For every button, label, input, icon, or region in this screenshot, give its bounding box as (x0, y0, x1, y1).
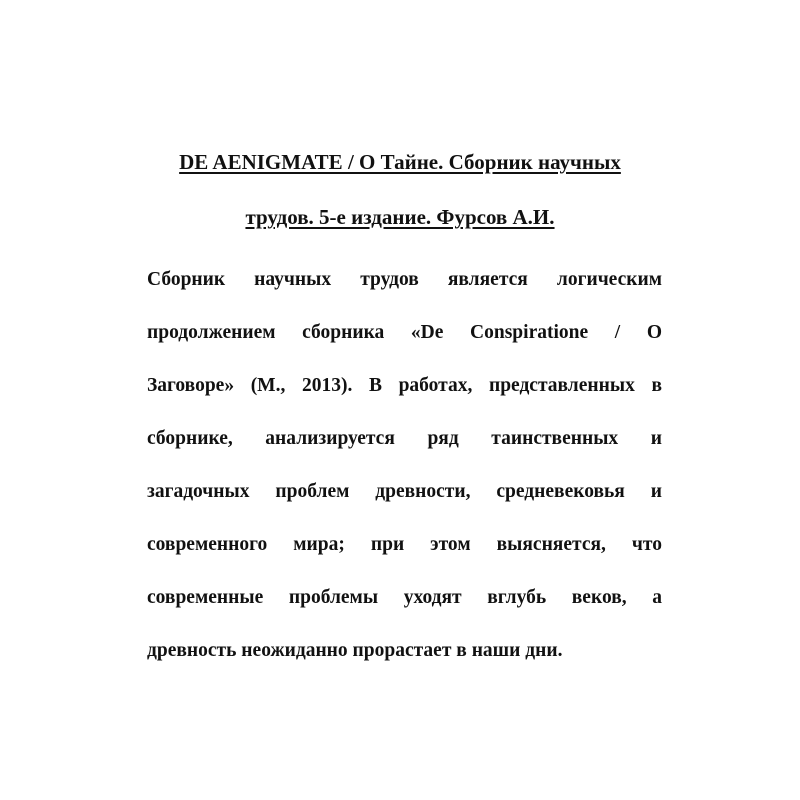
body-text-line-2: продолжением сборника «De Conspiratione / О (147, 322, 662, 343)
document-title-line-2: трудов. 5-е издание. Фурсов А.И. (245, 205, 555, 229)
body-text-line-3: Заговоре» (М., 2013). В работах, представленных в (147, 375, 662, 396)
body-text-line-1: Сборник научных трудов является логическим (147, 269, 662, 290)
body-text-line-5: загадочных проблем древности, средневековья и (147, 481, 662, 502)
body-text-line-8: древность неожиданно прорастает в наши дни. (147, 640, 563, 661)
document-title-line-1: DE AENIGMATE / О Тайне. Сборник научных (179, 150, 621, 174)
body-text-line-4: сборнике, анализируется ряд таинственных и (147, 428, 662, 449)
body-text-line-6: современного мира; при этом выясняется, что (147, 534, 662, 555)
body-text-line-7: современные проблемы уходят вглубь веков, а (147, 587, 662, 608)
